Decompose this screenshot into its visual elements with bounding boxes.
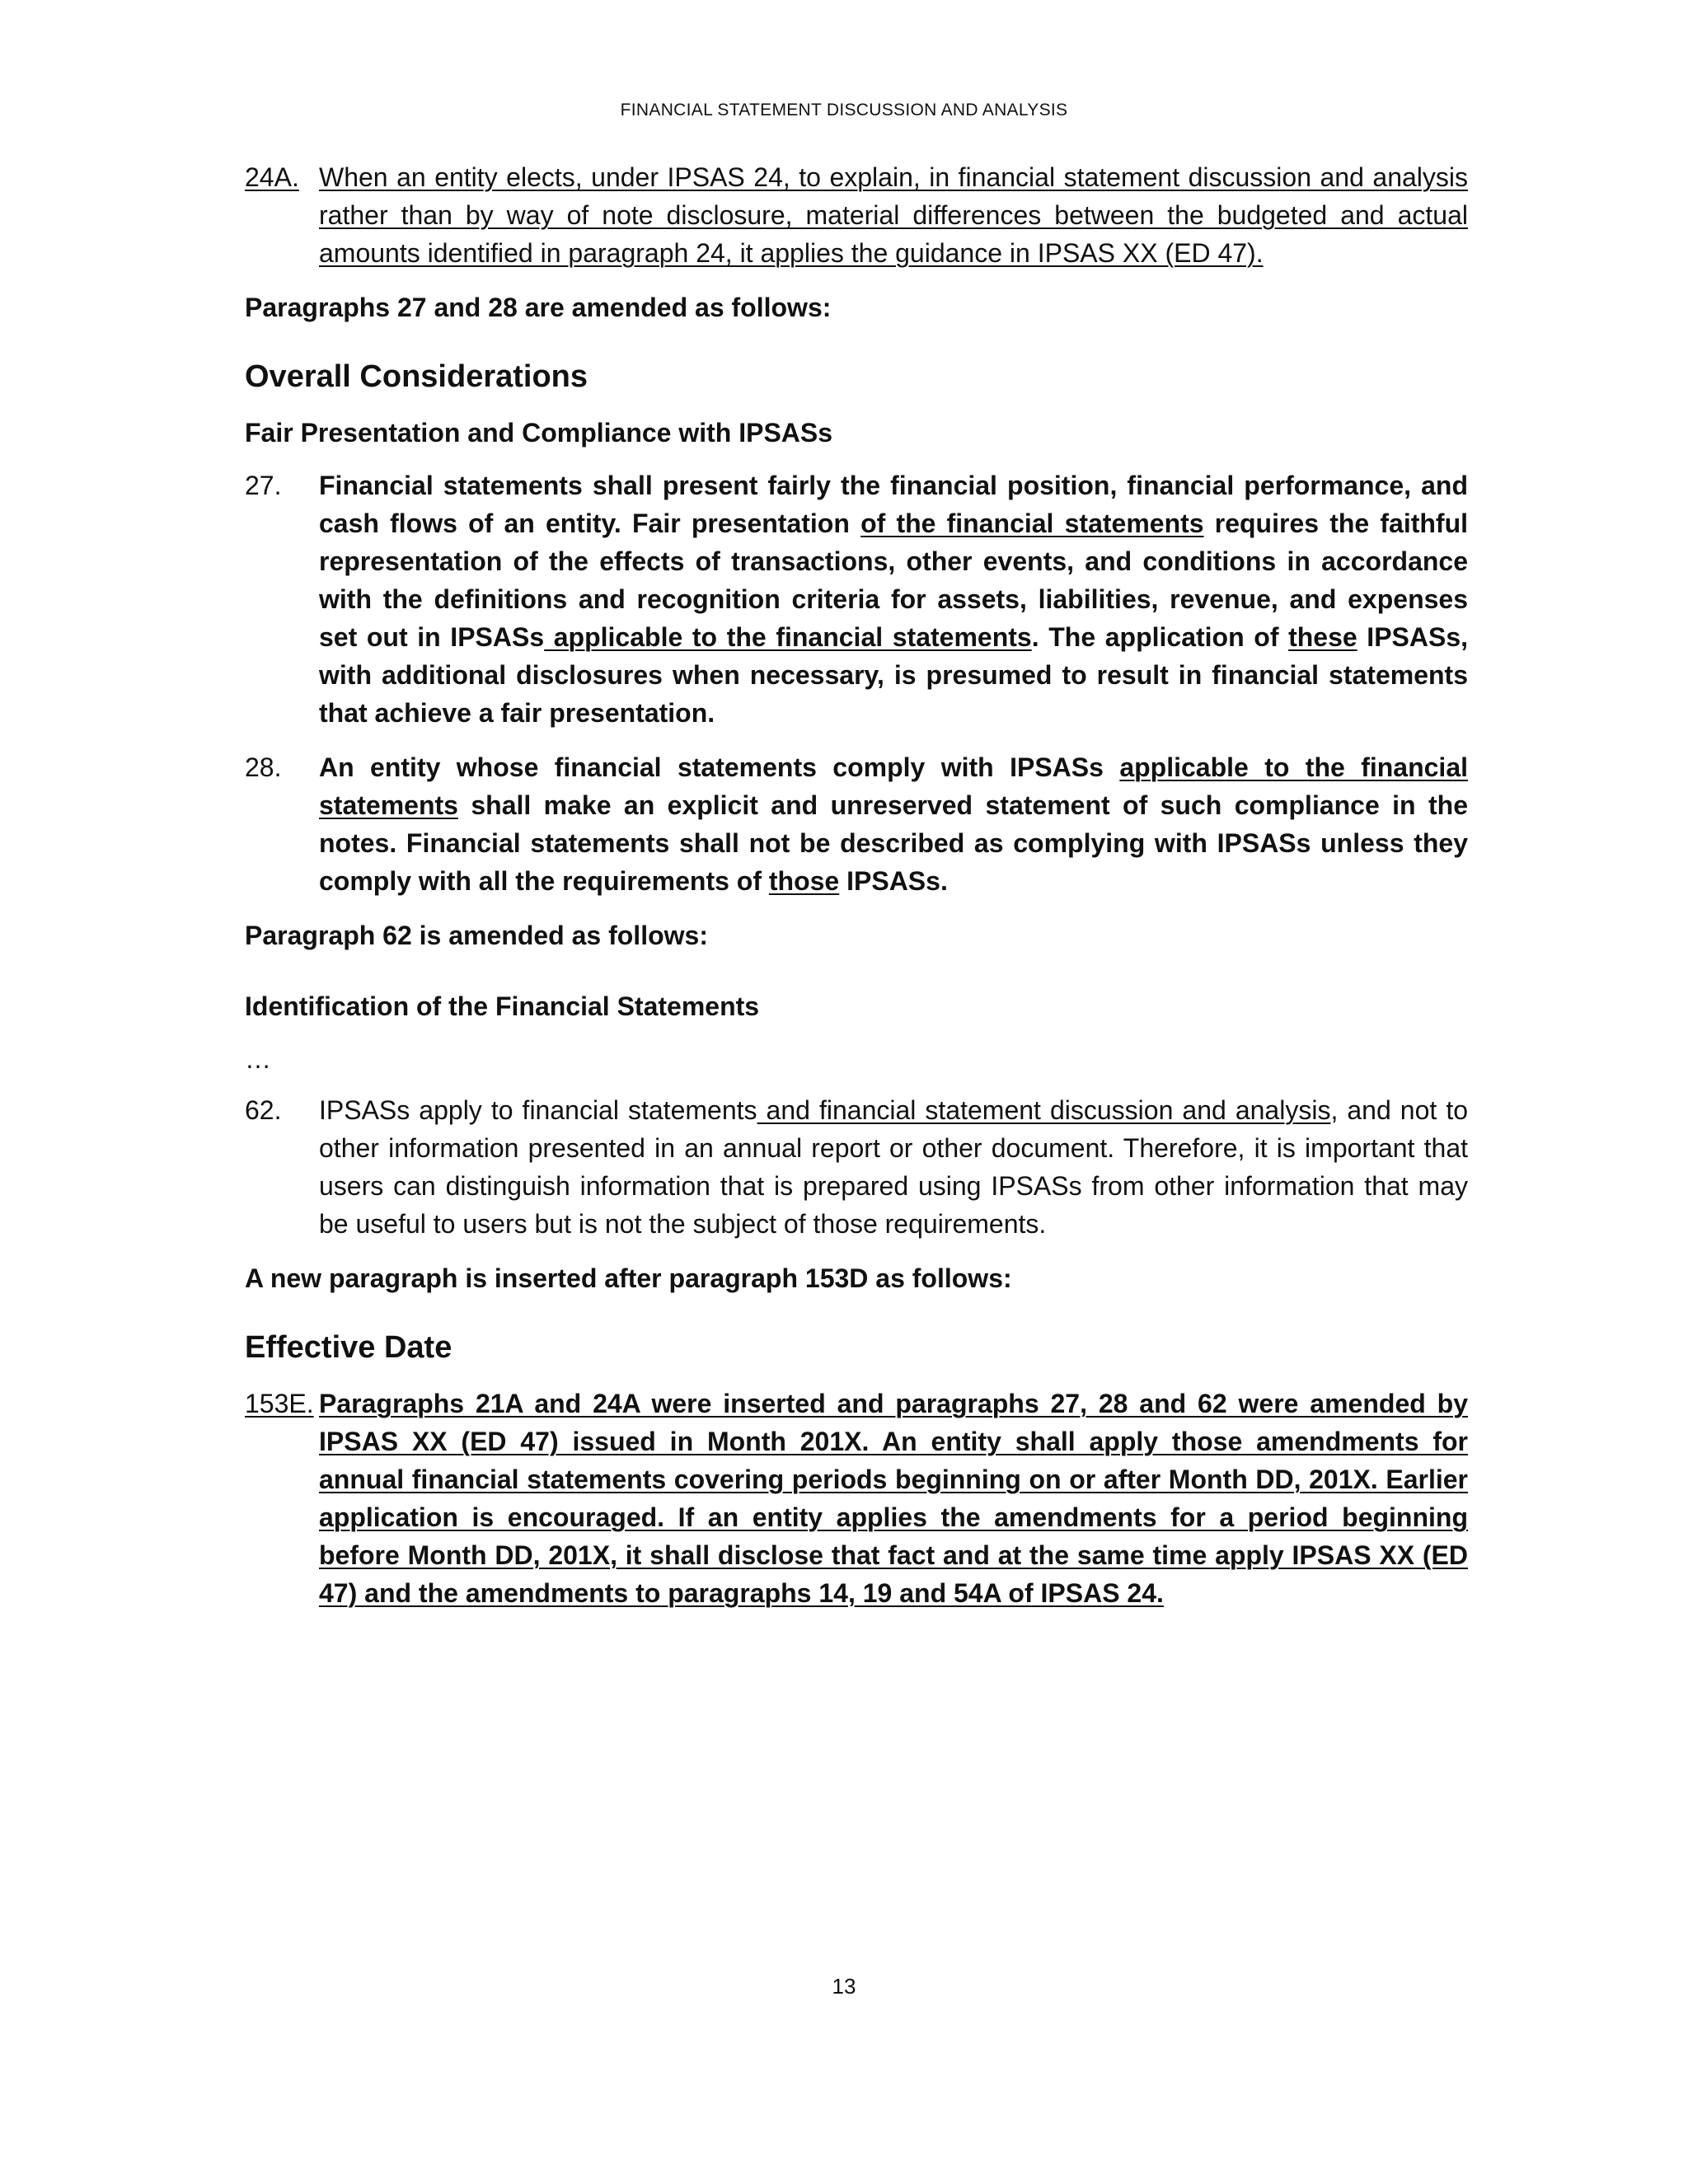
paragraph-text: When an entity elects, under IPSAS 24, to explain, in financial statement discussion and analysis rather than by way of note disclosure, material differences between the budgeted and actual amounts identified in paragraph 24, it applies the guidance in IPSAS XX (ED 47). (319, 162, 1468, 268)
section-heading-effective-date: Effective Date (245, 1330, 452, 1365)
amendment-instruction: Paragraphs 27 and 28 are amended as follows: (245, 293, 832, 322)
paragraph-text: Financial statements shall present fairly the financial position, financial performance, and cash flows of an entity. Fair presentation of the financial statements requires the faithful representation of the effects of transactions, other events, and conditions in accordance with the definitions and recognition criteria for assets, liabilities, revenue, and expenses set out in IPSASs applicable to the financial statements. The application of these IPSASs, with additional disclosures when necessary, is presumed to result in financial statements that achieve a fair presentation. (319, 471, 1469, 728)
paragraph-24a (245, 158, 1468, 272)
paragraph-number: 62. (245, 1095, 282, 1125)
section-heading-overall-considerations: Overall Considerations (245, 359, 588, 394)
omission-ellipsis: … (245, 1044, 271, 1074)
paragraph-text: An entity whose financial statements comply with IPSASs applicable to the financial statements shall make an explicit and unreserved statement of such compliance in the notes. Financial statements shall not be described as complying with IPSASs unless they comply with all the requirements of those IPSASs. (319, 752, 1468, 896)
amendment-instruction: Paragraph 62 is amended as follows: (245, 921, 708, 950)
paragraph-text: IPSASs apply to financial statements and financial statement discussion and analysis, and not to other information presented in an annual report or other document. Therefore, it is important that users can distinguish information that is prepared using IPSASs from other information that may be useful to users but is not the subject of those requirements. (319, 1095, 1469, 1239)
paragraph-28 (245, 748, 1468, 900)
paragraph-27 (245, 466, 1468, 732)
paragraph-number: 27. (245, 471, 282, 500)
paragraph-number: 153E. (245, 1389, 314, 1418)
running-header: FINANCIAL STATEMENT DISCUSSION AND ANALYSIS (620, 101, 1068, 120)
subheading-identification: Identification of the Financial Statements (245, 991, 760, 1021)
paragraph-62 (245, 1091, 1468, 1243)
page-number: 13 (832, 1974, 856, 1999)
paragraph-number: 28. (245, 752, 282, 782)
paragraph-153e (245, 1385, 1468, 1612)
document-body (245, 158, 1468, 1629)
subheading-fair-presentation: Fair Presentation and Compliance with IPSASs (245, 418, 833, 448)
paragraph-number: 24A. (245, 162, 299, 192)
amendment-instruction: A new paragraph is inserted after paragraph 153D as follows: (245, 1263, 1012, 1293)
paragraph-text: Paragraphs 21A and 24A were inserted and paragraphs 27, 28 and 62 were amended by IPSAS XX (ED 47) issued in Month 201X. An entity shall apply those amendments for annual financial statements covering periods beginning on or after Month DD, 201X. Earlier application is encouraged. If an entity applies the amendments for a period beginning before Month DD, 201X, it shall disclose that fact and at the same time apply IPSAS XX (ED 47) and the amendments to paragraphs 14, 19 and 54A of IPSAS 24. (319, 1389, 1468, 1608)
